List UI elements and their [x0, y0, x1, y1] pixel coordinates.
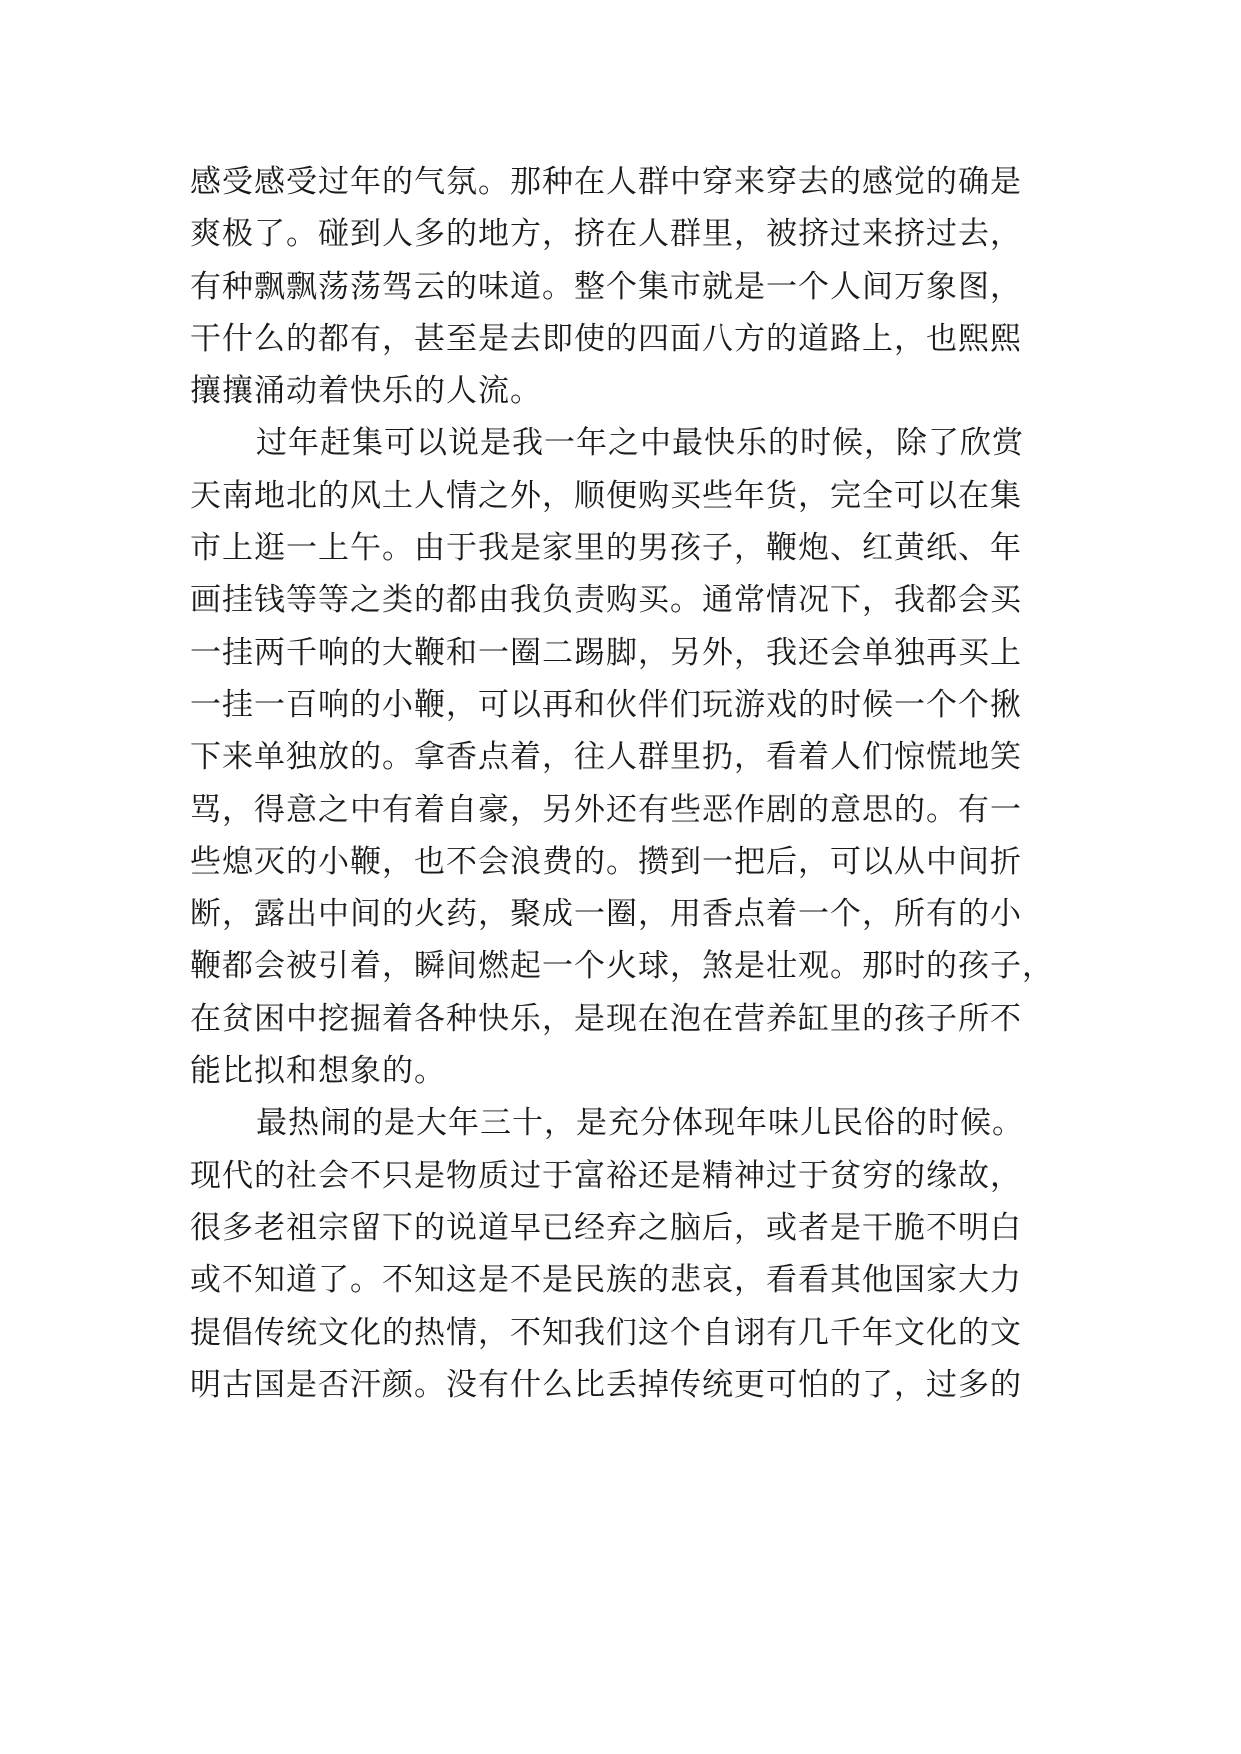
text-line: 有种飘飘荡荡驾云的味道。整个集市就是一个人间万象图， — [190, 268, 1022, 305]
text-line: 提倡传统文化的热情，不知我们这个自诩有几千年文化的文 — [190, 1314, 1022, 1351]
text-line: 明古国是否汗颜。没有什么比丢掉传统更可怕的了，过多的 — [190, 1366, 1022, 1403]
paragraph-first-line: 过年赶集可以说是我一年之中最快乐的时候，除了欣赏 — [256, 425, 1024, 462]
text-line: 很多老祖宗留下的说道早已经弃之脑后，或者是干脆不明白 — [190, 1209, 1022, 1246]
text-line: 鞭都会被引着，瞬间燃起一个火球，煞是壮观。那时的孩子， — [190, 948, 1054, 985]
text-line: 天南地北的风土人情之外，顺便购买些年货，完全可以在集 — [190, 477, 1022, 514]
text-line: 骂，得意之中有着自豪，另外还有些恶作剧的意思的。有一 — [190, 791, 1022, 828]
text-line: 些熄灭的小鞭，也不会浪费的。攒到一把后，可以从中间折 — [190, 843, 1022, 880]
text-line: 攘攘涌动着快乐的人流。 — [190, 373, 542, 410]
text-line: 在贫困中挖掘着各种快乐，是现在泡在营养缸里的孩子所不 — [190, 1000, 1022, 1037]
paragraph-first-line: 最热闹的是大年三十，是充分体现年味儿民俗的时候。 — [256, 1105, 1024, 1142]
text-line: 感受感受过年的气氛。那种在人群中穿来穿去的感觉的确是 — [190, 164, 1022, 200]
text-line: 或不知道了。不知这是不是民族的悲哀，看看其他国家大力 — [190, 1262, 1022, 1299]
document-body — [190, 156, 1070, 1411]
text-line: 断，露出中间的火药，聚成一圈，用香点着一个，所有的小 — [190, 896, 1022, 933]
text-line: 一挂两千响的大鞭和一圈二踢脚，另外，我还会单独再买上 — [190, 634, 1022, 671]
text-line: 能比拟和想象的。 — [190, 1053, 446, 1090]
text-line: 现代的社会不只是物质过于富裕还是精神过于贫穷的缘故， — [190, 1157, 1022, 1194]
text-line: 干什么的都有，甚至是去即使的四面八方的道路上，也熙熙 — [190, 320, 1022, 357]
text-line: 市上逛一上午。由于我是家里的男孩子，鞭炮、红黄纸、年 — [190, 530, 1022, 567]
text-line: 下来单独放的。拿香点着，往人群里扔，看着人们惊慌地笑 — [190, 739, 1022, 776]
text-line: 爽极了。碰到人多的地方，挤在人群里，被挤过来挤过去， — [190, 216, 1022, 253]
text-line: 一挂一百响的小鞭，可以再和伙伴们玩游戏的时候一个个揪 — [190, 686, 1022, 723]
text-line: 画挂钱等等之类的都由我负责购买。通常情况下，我都会买 — [190, 582, 1022, 619]
